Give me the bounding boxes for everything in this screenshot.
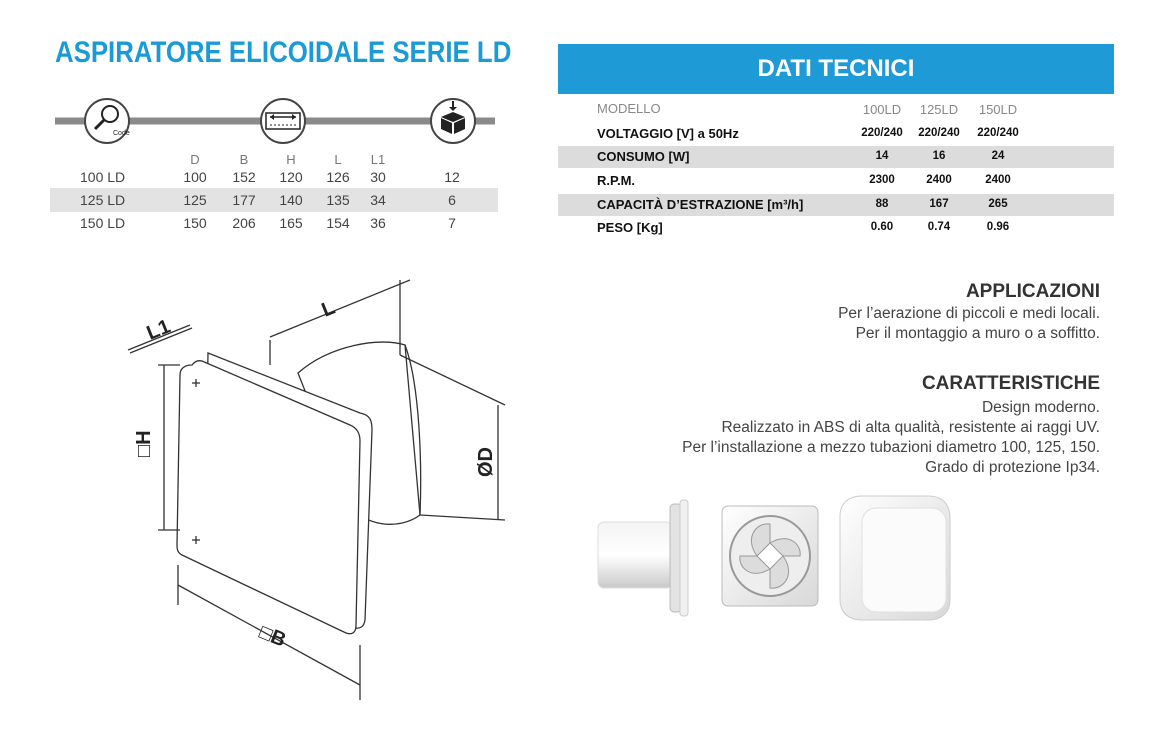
dim-row-100 [50, 165, 498, 189]
code-icon-label: Code [113, 130, 130, 137]
tech-row-voltage [558, 123, 1114, 145]
tech-row-rpm [558, 170, 1114, 192]
label-d: ØD [475, 447, 497, 477]
dim-header-l1: L1 [370, 152, 386, 167]
dim-b: 177 [232, 192, 256, 208]
dim-h: 120 [279, 169, 303, 185]
tech-val: 24 [991, 150, 1005, 162]
dimension-icon-bar [55, 95, 495, 147]
fan-side-view [598, 500, 688, 616]
page-title: ASPIRATORE ELICOIDALE SERIE LD [55, 36, 512, 69]
tech-val: 16 [932, 150, 946, 162]
dim-h: 140 [279, 192, 303, 208]
tech-model-125: 125LD [919, 102, 959, 117]
tech-data-banner: DATI TECNICI [558, 44, 1114, 94]
dim-b: 206 [232, 215, 256, 231]
tech-row-weight [558, 217, 1114, 239]
dim-header-b: B [239, 152, 249, 167]
tech-label: R.P.M. [597, 173, 636, 188]
tech-val: 2400 [926, 174, 952, 186]
tech-model-100: 100LD [862, 102, 902, 117]
caratteristiche-line: Realizzato in ABS di alta qualità, resistente ai raggi UV. [721, 419, 1100, 436]
tech-label: VOLTAGGIO [V] a 50Hz [597, 126, 739, 141]
dim-l: 126 [326, 169, 350, 185]
tech-val: 2300 [869, 174, 895, 186]
applicazioni-line: Per il montaggio a muro o a soffitto. [855, 325, 1100, 342]
dim-header-d: D [190, 152, 200, 167]
tech-val: 2400 [985, 174, 1011, 186]
tech-row-capacity [558, 194, 1114, 216]
dim-h: 165 [279, 215, 303, 231]
dim-b: 152 [232, 169, 256, 185]
dim-pack: 12 [444, 169, 460, 185]
dim-l: 154 [326, 215, 350, 231]
tech-val: 88 [875, 198, 889, 210]
tech-label: CAPACITÀ D’ESTRAZIONE [m³/h] [597, 197, 804, 212]
dim-pack: 6 [448, 192, 456, 208]
dim-d: 150 [183, 215, 207, 231]
fan-dimension-drawing [120, 265, 520, 715]
tech-label: MODELLO [597, 101, 661, 116]
dim-l1: 36 [370, 215, 386, 231]
caratteristiche-line: Grado di protezione Ip34. [925, 459, 1100, 476]
dim-d: 100 [183, 169, 207, 185]
dim-row-150 [50, 211, 498, 235]
tech-model-150: 150LD [978, 102, 1018, 117]
tech-row-power [558, 146, 1114, 168]
tech-val: 220/240 [977, 127, 1019, 139]
label-h: □H [133, 430, 155, 457]
tech-val: 220/240 [861, 127, 903, 139]
tech-val: 167 [929, 198, 949, 210]
caratteristiche-title: CARATTERISTICHE [921, 373, 1100, 394]
tech-label: PESO [Kg] [597, 220, 663, 235]
applicazioni-line: Per l’aerazione di piccoli e medi locali. [838, 305, 1100, 322]
dim-header-h: H [286, 152, 296, 167]
dim-l1: 30 [370, 169, 386, 185]
caratteristiche-line: Design moderno. [981, 399, 1100, 416]
dim-pack: 7 [448, 215, 456, 231]
tech-label: CONSUMO [W] [597, 149, 690, 164]
dim-header-l: L [334, 152, 342, 167]
caratteristiche-line: Per l’installazione a mezzo tubazioni diametro 100, 125, 150. [682, 439, 1100, 456]
dim-l1: 34 [370, 192, 386, 208]
package-box-icon [431, 99, 475, 143]
tech-val: 0.60 [870, 221, 894, 233]
dimension-ruler-icon [261, 99, 305, 143]
label-l: L [318, 296, 339, 322]
product-photos [596, 492, 976, 622]
tech-header-row [558, 98, 1114, 120]
label-l1: L1 [143, 315, 174, 345]
tech-val: 0.74 [927, 221, 951, 233]
tech-val: 265 [988, 198, 1008, 210]
dim-d: 125 [183, 192, 207, 208]
dim-l: 135 [326, 192, 350, 208]
label-b: □B [256, 621, 289, 652]
fan-front-open-view [722, 506, 818, 606]
tech-val: 14 [875, 150, 889, 162]
dim-model: 100 LD [80, 169, 126, 185]
fan-three-quarter-view [840, 496, 950, 620]
applicazioni-title: APPLICAZIONI [965, 281, 1100, 302]
dim-model: 150 LD [80, 215, 126, 231]
tech-val: 0.96 [986, 221, 1010, 233]
code-magnifier-icon [85, 99, 130, 143]
tech-val: 220/240 [918, 127, 960, 139]
dim-row-125 [50, 188, 498, 212]
dim-model: 125 LD [80, 192, 126, 208]
